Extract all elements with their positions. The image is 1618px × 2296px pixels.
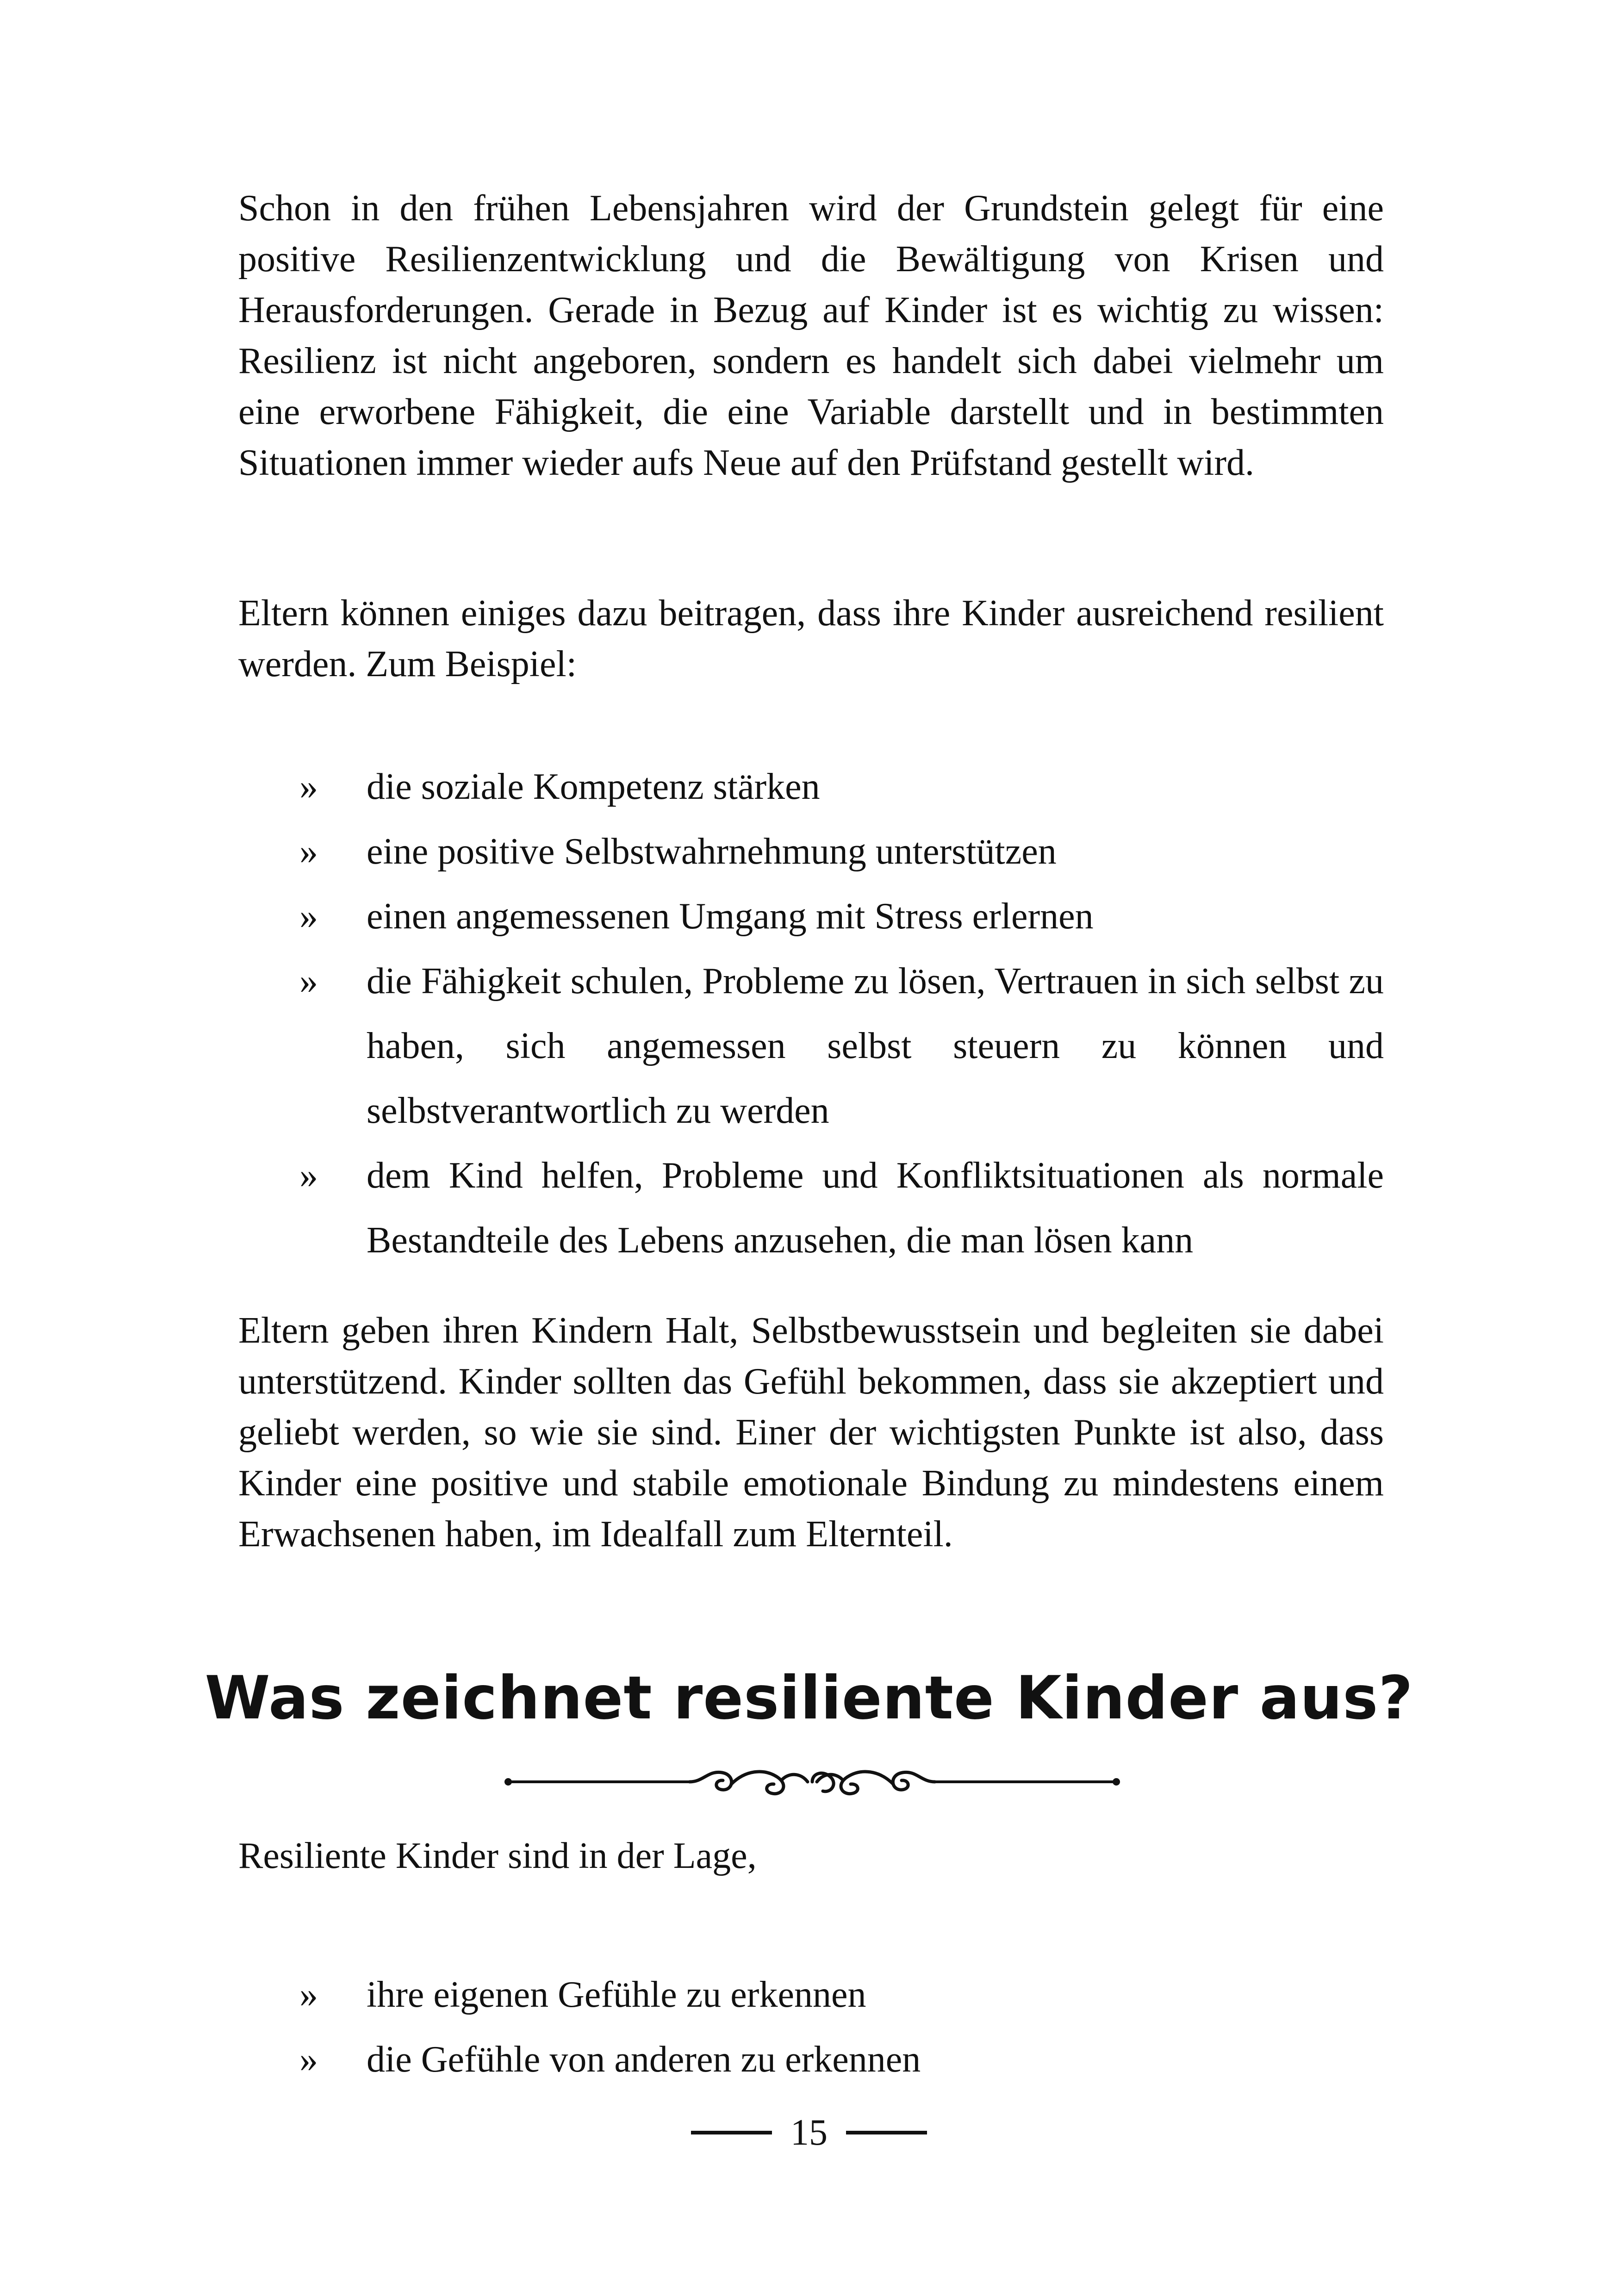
bullet-marker: » [299, 831, 318, 872]
parents-paragraph: Eltern können einiges dazu beitragen, dass ihre Kinder ausreichend resilient werden. Zum Beispiel: [238, 593, 1384, 684]
parents-paragraph-block [238, 588, 1384, 690]
list-item [238, 819, 1384, 884]
bullet-marker: » [299, 1974, 318, 2015]
support-paragraph-block [238, 1305, 1384, 1560]
bullet-marker: » [299, 766, 318, 807]
list-item [238, 754, 1384, 819]
bullet-marker: » [299, 2039, 318, 2080]
list-item-text: die soziale Kompetenz stärken [367, 766, 820, 807]
list-item-text: die Fähigkeit schulen, Probleme zu lösen, Vertrauen in sich selbst zu haben, sich angemessen selbst steuern zu können und selbstverantwortlich zu werden [367, 961, 1384, 1131]
section-heading: Was zeichnet resiliente Kinder aus? [205, 1664, 1413, 1733]
list-item-text: ihre eigenen Gefühle zu erkennen [367, 1974, 866, 2015]
scroll-divider-icon [504, 1756, 1120, 1807]
footer-rule-right [846, 2131, 927, 2134]
resilient-abilities-list [238, 1962, 1384, 2092]
bullet-marker: » [299, 1155, 318, 1196]
list-item [238, 884, 1384, 949]
list-item [238, 2027, 1384, 2092]
list-item-text: dem Kind helfen, Probleme und Konfliktsituationen als normale Bestandteile des Lebens anzusehen, die man lösen kann [367, 1155, 1384, 1261]
list-item [238, 1143, 1384, 1273]
footer-rule-left [691, 2131, 772, 2134]
intro-paragraph: Schon in den frühen Lebensjahren wird der Grundstein gelegt für eine positive Resilienzentwicklung und die Bewältigung von Krisen und Herausforderungen. Gerade in Bezug auf Kinder ist es wichtig zu wissen: Resilienz ist nicht angeboren, sondern es handelt sich dabei vielmehr um eine erworbene Fähigkeit, die eine Variable darstellt und in bestimmten Situationen immer wieder aufs Neue auf den Prüfstand gestellt wird. [238, 188, 1384, 483]
resilient-intro: Resiliente Kinder sind in der Lage, [238, 1836, 757, 1876]
list-item [238, 949, 1384, 1143]
parent-support-list [238, 754, 1384, 1273]
list-item-text: die Gefühle von anderen zu erkennen [367, 2039, 921, 2080]
list-item-text: eine positive Selbstwahrnehmung unterstützen [367, 831, 1057, 872]
intro-paragraph-block [238, 183, 1384, 488]
support-paragraph: Eltern geben ihren Kindern Halt, Selbstbewusstsein und begleiten sie dabei unterstützend. Kinder sollten das Gefühl bekommen, dass sie akzeptiert und geliebt werden, so wie sie sind. Einer der wichtigsten Punkte ist also, dass Kinder eine positive und stabile emotionale Bindung zu mindestens einem Erwachsenen haben, im Idealfall zum Elternteil. [238, 1310, 1384, 1555]
list-item [238, 1962, 1384, 2027]
page-number: 15 [790, 2112, 828, 2153]
list-item-text: einen angemessenen Umgang mit Stress erlernen [367, 896, 1094, 937]
bullet-marker: » [299, 896, 318, 937]
bullet-marker: » [299, 961, 318, 1002]
page-footer [0, 2103, 1618, 2158]
resilient-intro-block [238, 1830, 1384, 1881]
